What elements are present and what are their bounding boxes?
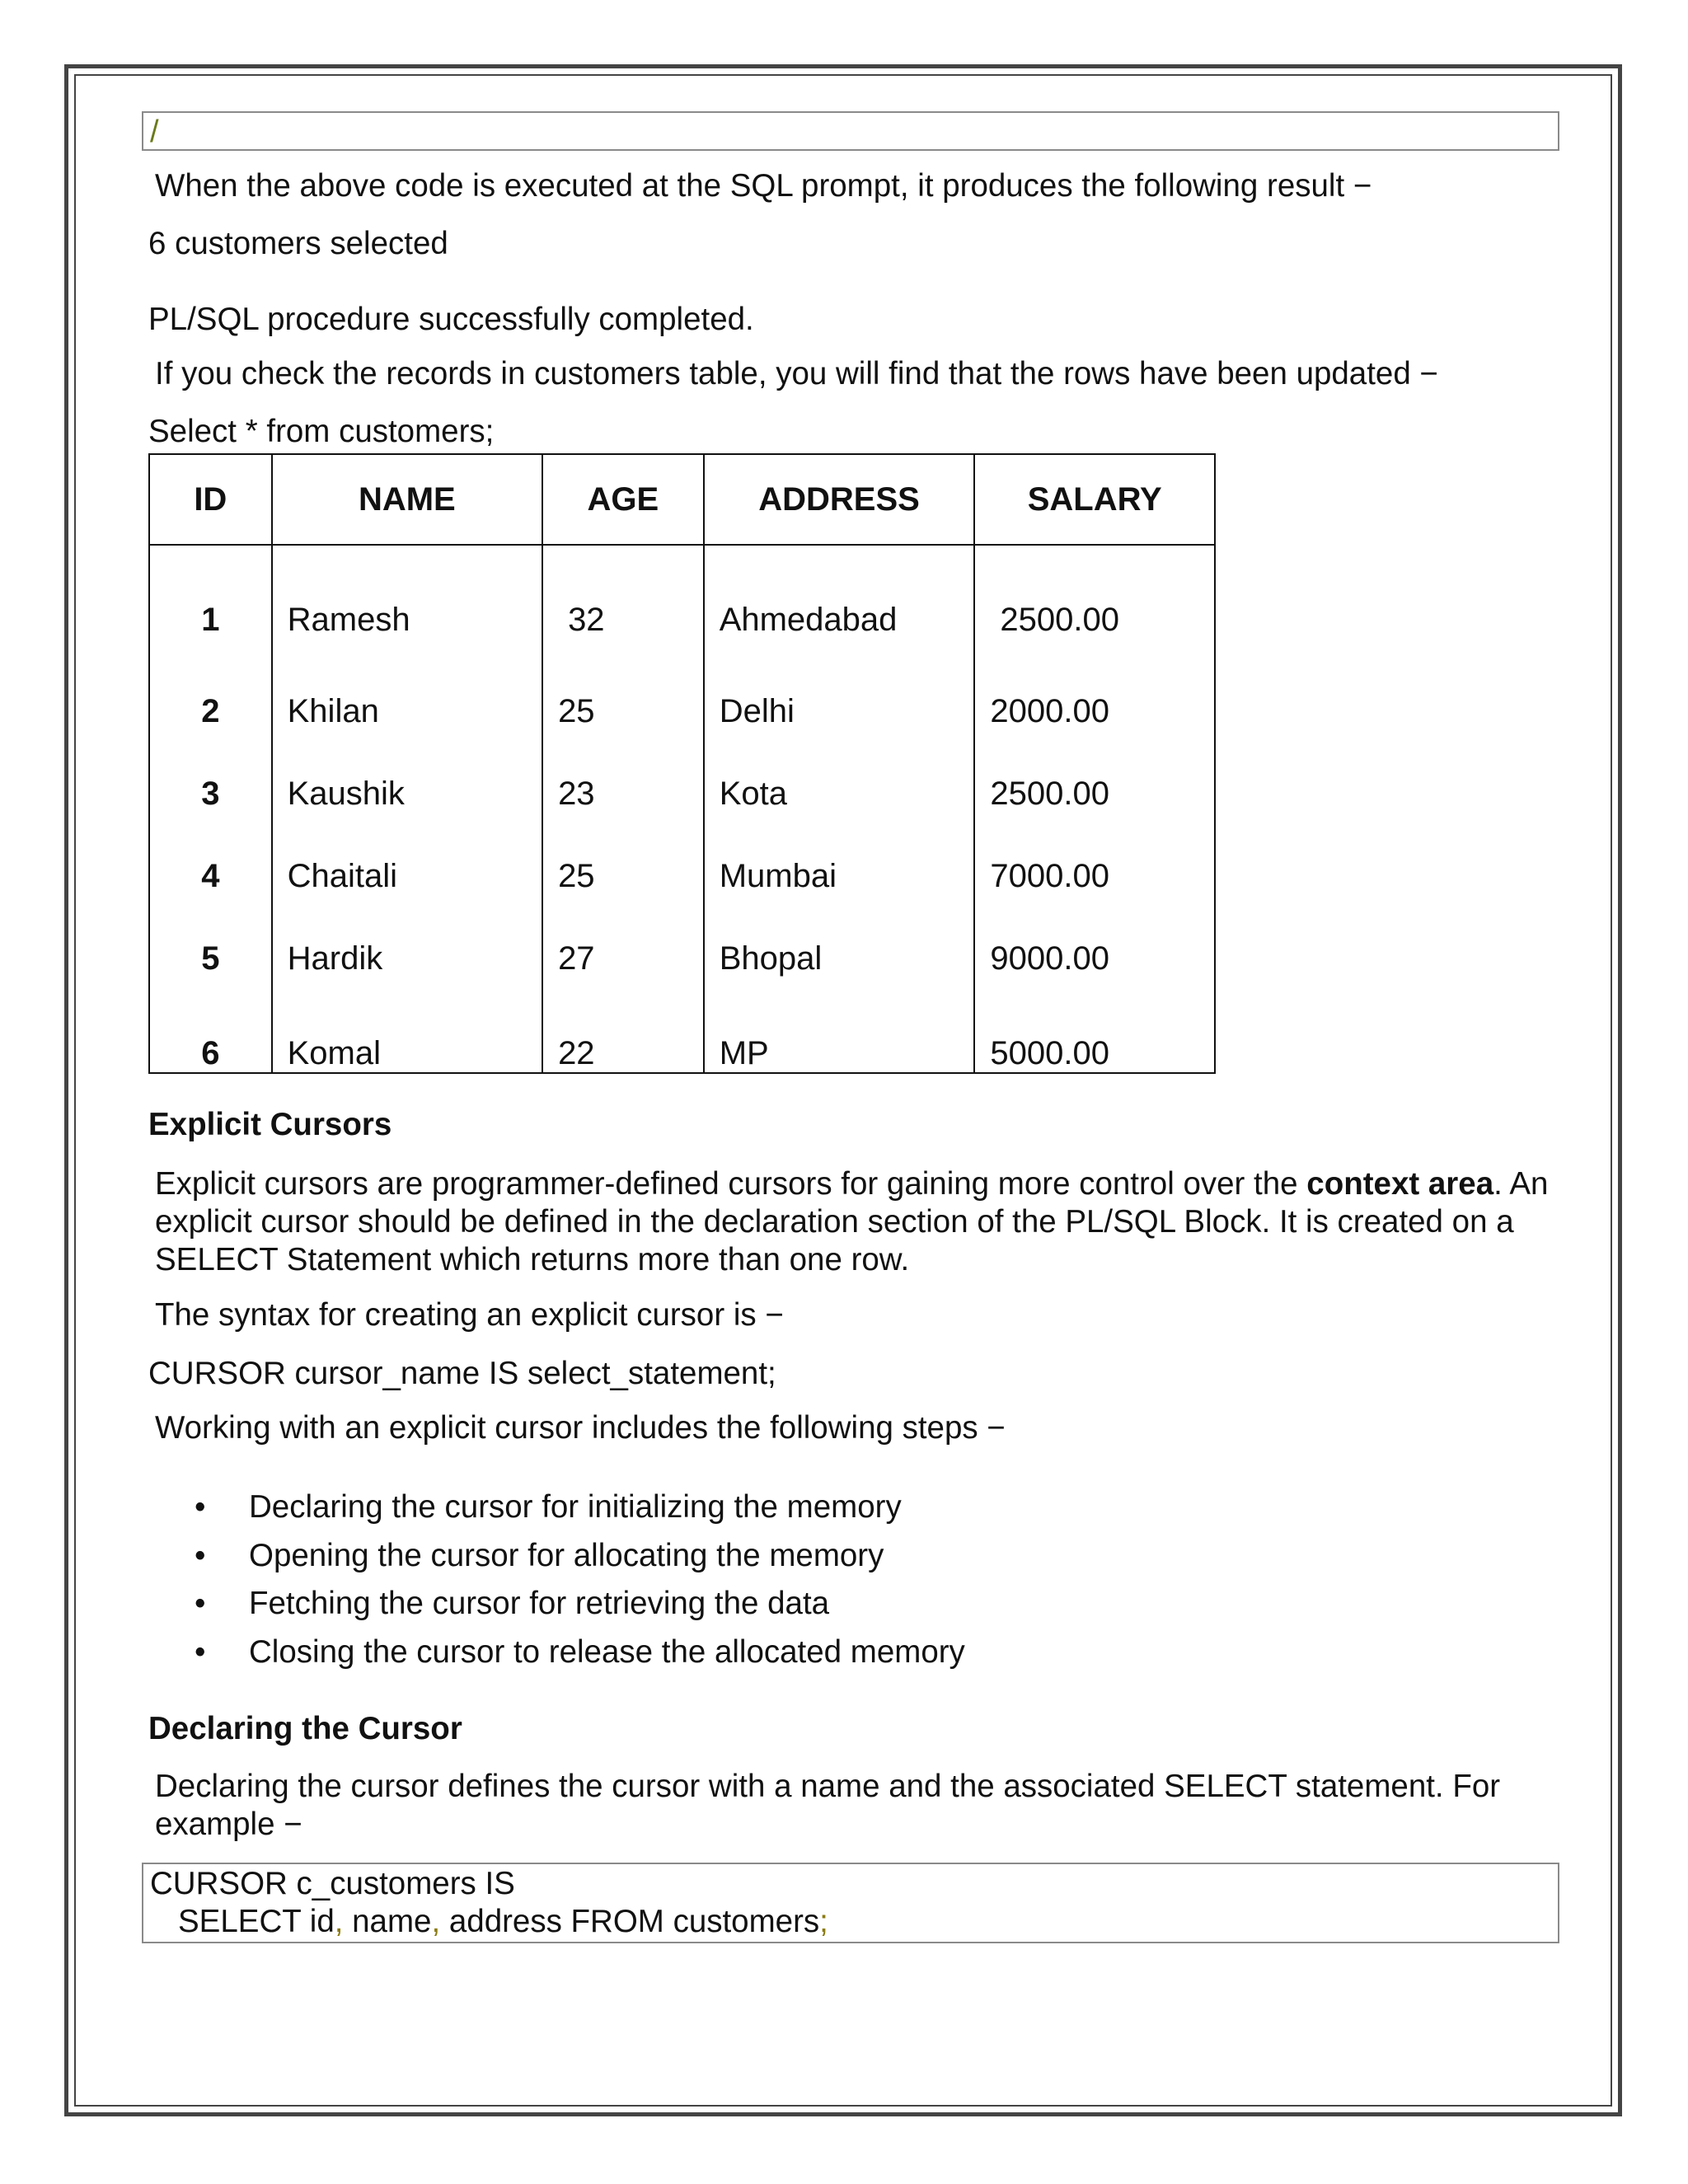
cell-id: 4: [149, 835, 272, 917]
list-item: • Declaring the cursor for initializing the memory: [249, 1483, 965, 1532]
code-line-cursor: CURSOR c_customers IS: [150, 1866, 515, 1901]
declaring-cursor-paragraph: Declaring the cursor defines the cursor with a name and the associated SELECT statement. For example −: [155, 1769, 1501, 1842]
list-item: • Closing the cursor to release the allocated memory: [249, 1629, 965, 1677]
table-header-row: [149, 454, 1215, 545]
context-area-bold: context area: [1306, 1166, 1494, 1202]
cell-name: Chaitali: [272, 835, 542, 917]
cell-name: Komal: [272, 1000, 542, 1073]
syntax-intro-text: The syntax for creating an explicit cursor is −: [155, 1297, 784, 1333]
cell-salary: 5000.00: [974, 1000, 1215, 1073]
cell-age: 22: [542, 1000, 704, 1073]
cell-name: Hardik: [272, 917, 542, 1000]
cell-age: 25: [542, 835, 704, 917]
cell-salary: 2500.00: [974, 545, 1215, 670]
cell-address: Mumbai: [704, 835, 975, 917]
cell-age: 25: [542, 670, 704, 752]
explicit-cursors-heading: Explicit Cursors: [148, 1107, 392, 1142]
table-row: [149, 545, 1215, 670]
cell-id: 1: [149, 545, 272, 670]
code-from: address FROM customers: [440, 1904, 820, 1939]
explicit-para-part2: . An explicit cursor should be defined in the declaration section of the PL/SQL Block. It is created on a SELECT Statement which returns more than one row.: [155, 1166, 1549, 1277]
select-statement-text: Select * from customers;: [148, 414, 495, 449]
cell-age: 32: [542, 545, 704, 670]
explicit-cursors-paragraph: [155, 1165, 1556, 1279]
cell-name: Kaushik: [272, 752, 542, 835]
list-item: • Opening the cursor for allocating the memory: [249, 1532, 965, 1581]
syntax-text: CURSOR cursor_name IS select_statement;: [148, 1356, 776, 1391]
cell-salary: 2000.00: [974, 670, 1215, 752]
cell-name: Ramesh: [272, 545, 542, 670]
customers-table: [148, 453, 1216, 1074]
steps-intro-text: Working with an explicit cursor includes the following steps −: [155, 1410, 1006, 1446]
header-id: ID: [149, 454, 272, 545]
declaring-cursor-heading: Declaring the Cursor: [148, 1711, 462, 1746]
customers-selected-text: 6 customers selected: [148, 226, 448, 261]
header-name: NAME: [272, 454, 542, 545]
table-row: [149, 752, 1215, 835]
code-slash: /: [150, 115, 159, 149]
code-semicolon: ;: [819, 1904, 828, 1939]
cell-age: 23: [542, 752, 704, 835]
cell-salary: 2500.00: [974, 752, 1215, 835]
table-row: [149, 670, 1215, 752]
cell-id: 5: [149, 917, 272, 1000]
code-comma: ,: [334, 1904, 344, 1939]
table-row: [149, 917, 1215, 1000]
cell-address: Kota: [704, 752, 975, 835]
cell-address: Ahmedabad: [704, 545, 975, 670]
cell-id: 6: [149, 1000, 272, 1073]
code-line-select: [178, 1903, 828, 1941]
cell-salary: 9000.00: [974, 917, 1215, 1000]
header-salary: SALARY: [974, 454, 1215, 545]
cell-address: Delhi: [704, 670, 975, 752]
code-comma: ,: [431, 1904, 441, 1939]
table-row: [149, 835, 1215, 917]
list-item: • Fetching the cursor for retrieving the data: [249, 1580, 965, 1629]
check-records-text: If you check the records in customers table, you will find that the rows have been updated −: [155, 356, 1438, 391]
cell-name: Khilan: [272, 670, 542, 752]
cell-age: 27: [542, 917, 704, 1000]
result-intro-text: When the above code is executed at the SQL prompt, it produces the following result −: [155, 168, 1372, 204]
steps-list: [195, 1483, 965, 1676]
code-box-declare: [142, 1863, 1559, 1943]
cell-address: Bhopal: [704, 917, 975, 1000]
code-select-id: SELECT id: [178, 1904, 335, 1939]
code-name: name: [343, 1904, 432, 1939]
cell-salary: 7000.00: [974, 835, 1215, 917]
header-age: AGE: [542, 454, 704, 545]
table-row: [149, 1000, 1215, 1073]
procedure-completed-text: PL/SQL procedure successfully completed.: [148, 302, 754, 337]
header-address: ADDRESS: [704, 454, 975, 545]
cell-id: 3: [149, 752, 272, 835]
code-box-slash: [142, 111, 1559, 151]
explicit-para-part1: Explicit cursors are programmer-defined cursors for gaining more control over the: [155, 1166, 1298, 1202]
cell-address: MP: [704, 1000, 975, 1073]
cell-id: 2: [149, 670, 272, 752]
